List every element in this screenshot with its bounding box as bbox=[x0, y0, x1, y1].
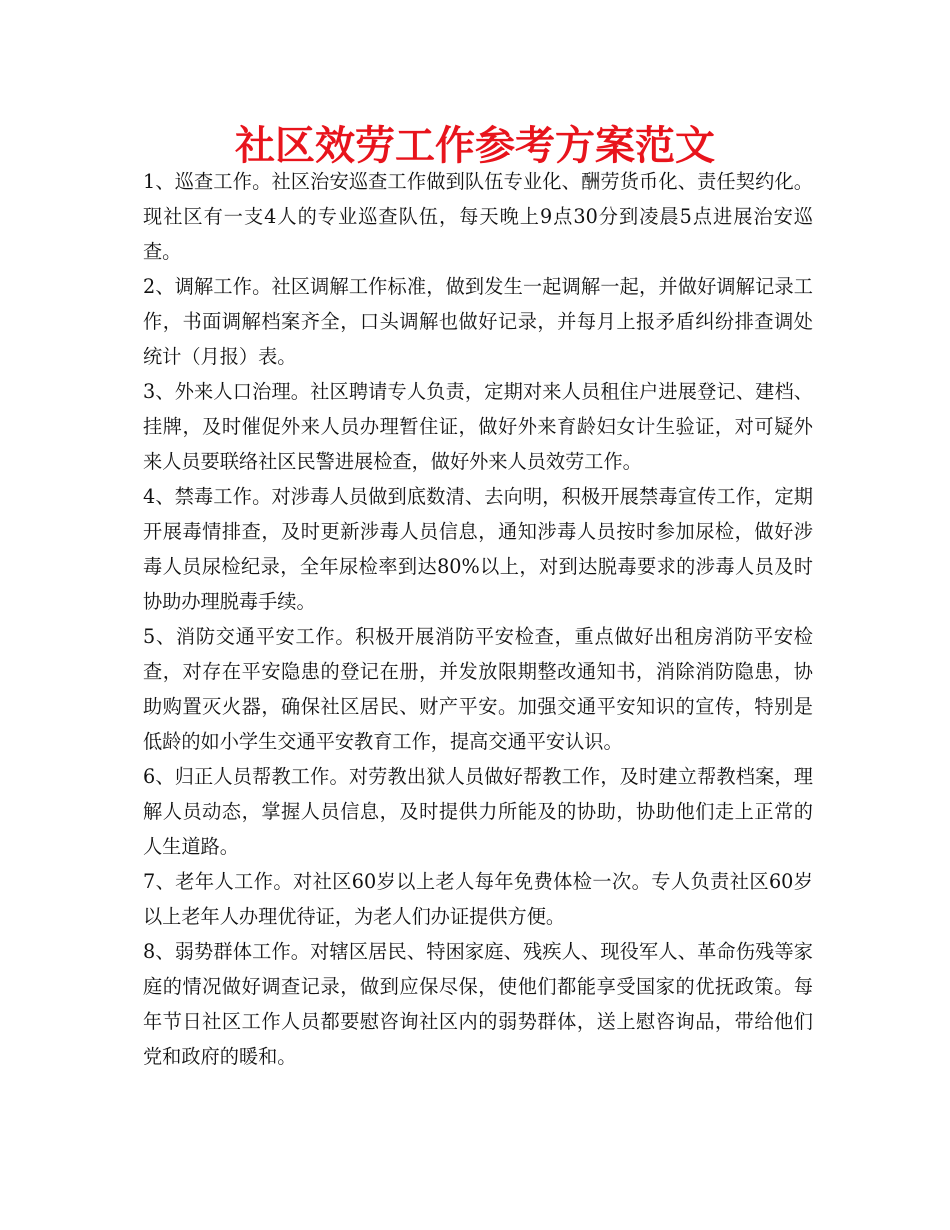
document-body bbox=[143, 164, 813, 1074]
paragraph-anti-drug: 4、禁毒工作。对涉毒人员做到底数清、去向明，积极开展禁毒宣传工作，定期开展毒情排查，及时更新涉毒人员信息，通知涉毒人员按时参加尿检，做好涉毒人员尿检纪录，全年尿检率到达80%以上，对到达脱毒要求的涉毒人员及时协助办理脱毒手续。 bbox=[143, 485, 813, 613]
paragraph-mediation: 2、调解工作。社区调解工作标准，做到发生一起调解一起，并做好调解记录工作，书面调解档案齐全，口头调解也做好记录，并每月上报矛盾纠纷排查调处统计（月报）表。 bbox=[143, 275, 813, 368]
page-title: 社区效劳工作参考方案范文 bbox=[235, 123, 715, 169]
paragraph-fire-traffic-safety: 5、消防交通平安工作。积极开展消防平安检查，重点做好出租房消防平安检查，对存在平安隐患的登记在册，并发放限期整改通知书，消除消防隐患，协助购置灭火器，确保社区居民、财产平安。加强交通平安知识的宣传，特别是低龄的如小学生交通平安教育工作，提高交通平安认识。 bbox=[143, 625, 813, 753]
paragraph-vulnerable-groups: 8、弱势群体工作。对辖区居民、特困家庭、残疾人、现役军人、革命伤残等家庭的情况做好调查记录，做到应保尽保，使他们都能享受国家的优抚政策。每年节日社区工作人员都要慰咨询社区内的弱势群体，送上慰咨询品，带给他们党和政府的暖和。 bbox=[143, 940, 813, 1068]
paragraph-patrol: 1、巡查工作。社区治安巡查工作做到队伍专业化、酬劳货币化、责任契约化。现社区有一支4人的专业巡查队伍，每天晚上9点30分到凌晨5点进展治安巡查。 bbox=[143, 170, 813, 263]
paragraph-rehabilitation: 6、归正人员帮教工作。对劳教出狱人员做好帮教工作，及时建立帮教档案，理解人员动态，掌握人员信息，及时提供力所能及的协助，协助他们走上正常的人生道路。 bbox=[143, 765, 813, 858]
paragraph-elderly: 7、老年人工作。对社区60岁以上老人每年免费体检一次。专人负责社区60岁以上老年人办理优待证，为老人们办证提供方便。 bbox=[143, 870, 813, 928]
paragraph-migrant-population: 3、外来人口治理。社区聘请专人负责，定期对来人员租住户进展登记、建档、挂牌，及时催促外来人员办理暂住证，做好外来育龄妇女计生验证，对可疑外来人员要联络社区民警进展检查，做好外来人员效劳工作。 bbox=[143, 380, 813, 473]
